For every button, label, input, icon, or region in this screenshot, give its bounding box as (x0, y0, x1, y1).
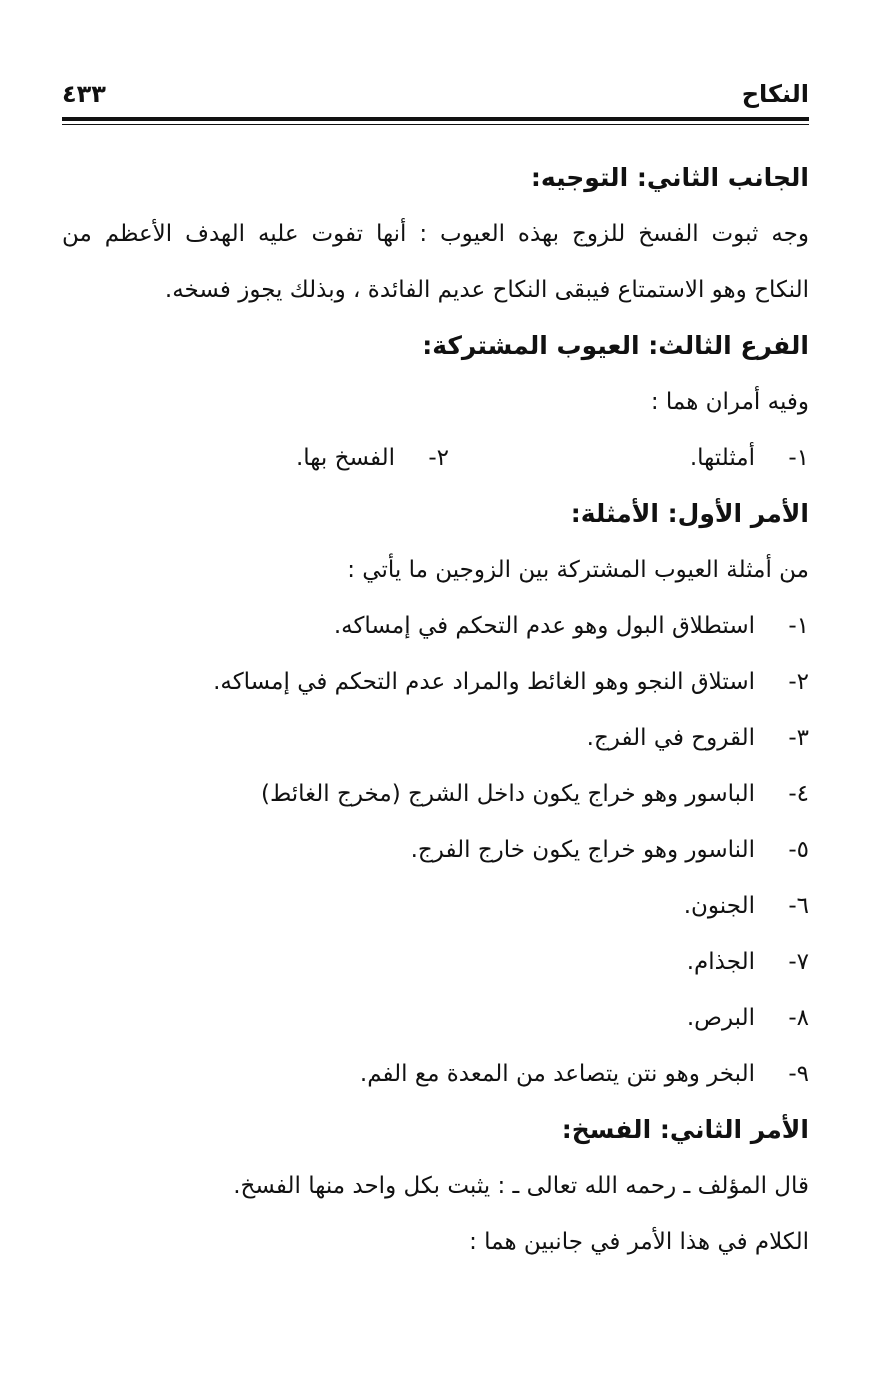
item-text: الفسخ بها. (295, 445, 395, 471)
item-text: الباسور وهو خراج يكون داخل الشرج (مخرج الغائط) (260, 781, 755, 807)
item-text: البرص. (686, 1005, 755, 1031)
list-item (62, 598, 809, 654)
header-rule-thick (62, 117, 809, 121)
item-number: ٣- (788, 725, 809, 751)
item-number: ٩- (788, 1061, 809, 1087)
paragraph-line: من أمثلة العيوب المشتركة بين الزوجين ما يأتي : (347, 557, 809, 583)
paragraph-line: الكلام في هذا الأمر في جانبين هما : (469, 1229, 809, 1255)
list-item (62, 1046, 809, 1102)
item-number: ٧- (788, 949, 809, 975)
page-body (62, 150, 809, 1270)
two-item-list (62, 430, 809, 486)
item-number: ٨- (788, 1005, 809, 1031)
section-heading: الأمر الأول: الأمثلة: (570, 499, 809, 528)
item-text: القروح في الفرج. (586, 725, 755, 751)
list-item (62, 990, 809, 1046)
item-text: أمثلتها. (689, 445, 755, 471)
item-number: ٤- (788, 781, 809, 807)
item-text: الناسور وهو خراج يكون خارج الفرج. (410, 837, 755, 863)
item-number: ٢- (428, 445, 449, 471)
section-heading: الفرع الثالث: العيوب المشتركة: (422, 331, 809, 360)
item-number: ٢- (788, 669, 809, 695)
list-item (62, 710, 809, 766)
quote-line: قال المؤلف ـ رحمه الله تعالى ـ : يثبت بكل واحد منها الفسخ. (233, 1173, 809, 1199)
section-heading: الجانب الثاني: التوجيه: (530, 163, 809, 192)
item-text: استلاق النجو وهو الغائط والمراد عدم التحكم في إمساكه. (213, 669, 755, 695)
list-item (62, 766, 809, 822)
item-number: ٥- (788, 837, 809, 863)
item-text: البخر وهو نتن يتصاعد من المعدة مع الفم. (359, 1061, 755, 1087)
list-item (296, 430, 449, 486)
page-number: ٤٣٣ (62, 80, 106, 108)
item-number: ٦- (788, 893, 809, 919)
list-item (62, 934, 809, 990)
section-heading: الأمر الثاني: الفسخ: (561, 1115, 809, 1144)
item-number: ١- (788, 613, 809, 639)
list-item (62, 878, 809, 934)
list-item (449, 430, 809, 486)
item-text: الجذام. (686, 949, 755, 975)
paragraph-line: النكاح وهو الاستمتاع فيبقى النكاح عديم الفائدة ، وبذلك يجوز فسخه. (164, 277, 809, 303)
list-item (62, 654, 809, 710)
item-text: استطلاق البول وهو عدم التحكم في إمساكه. (333, 613, 755, 639)
list-item (62, 822, 809, 878)
page-header (62, 80, 809, 116)
header-rule-thin (62, 124, 809, 125)
paragraph-line: وفيه أمران هما : (650, 389, 809, 415)
item-number: ١- (788, 445, 809, 471)
chapter-title: النكاح (741, 80, 809, 108)
paragraph-line: وجه ثبوت الفسخ للزوج بهذه العيوب : أنها تفوت عليه الهدف الأعظم من (62, 221, 809, 247)
item-text: الجنون. (683, 893, 755, 919)
